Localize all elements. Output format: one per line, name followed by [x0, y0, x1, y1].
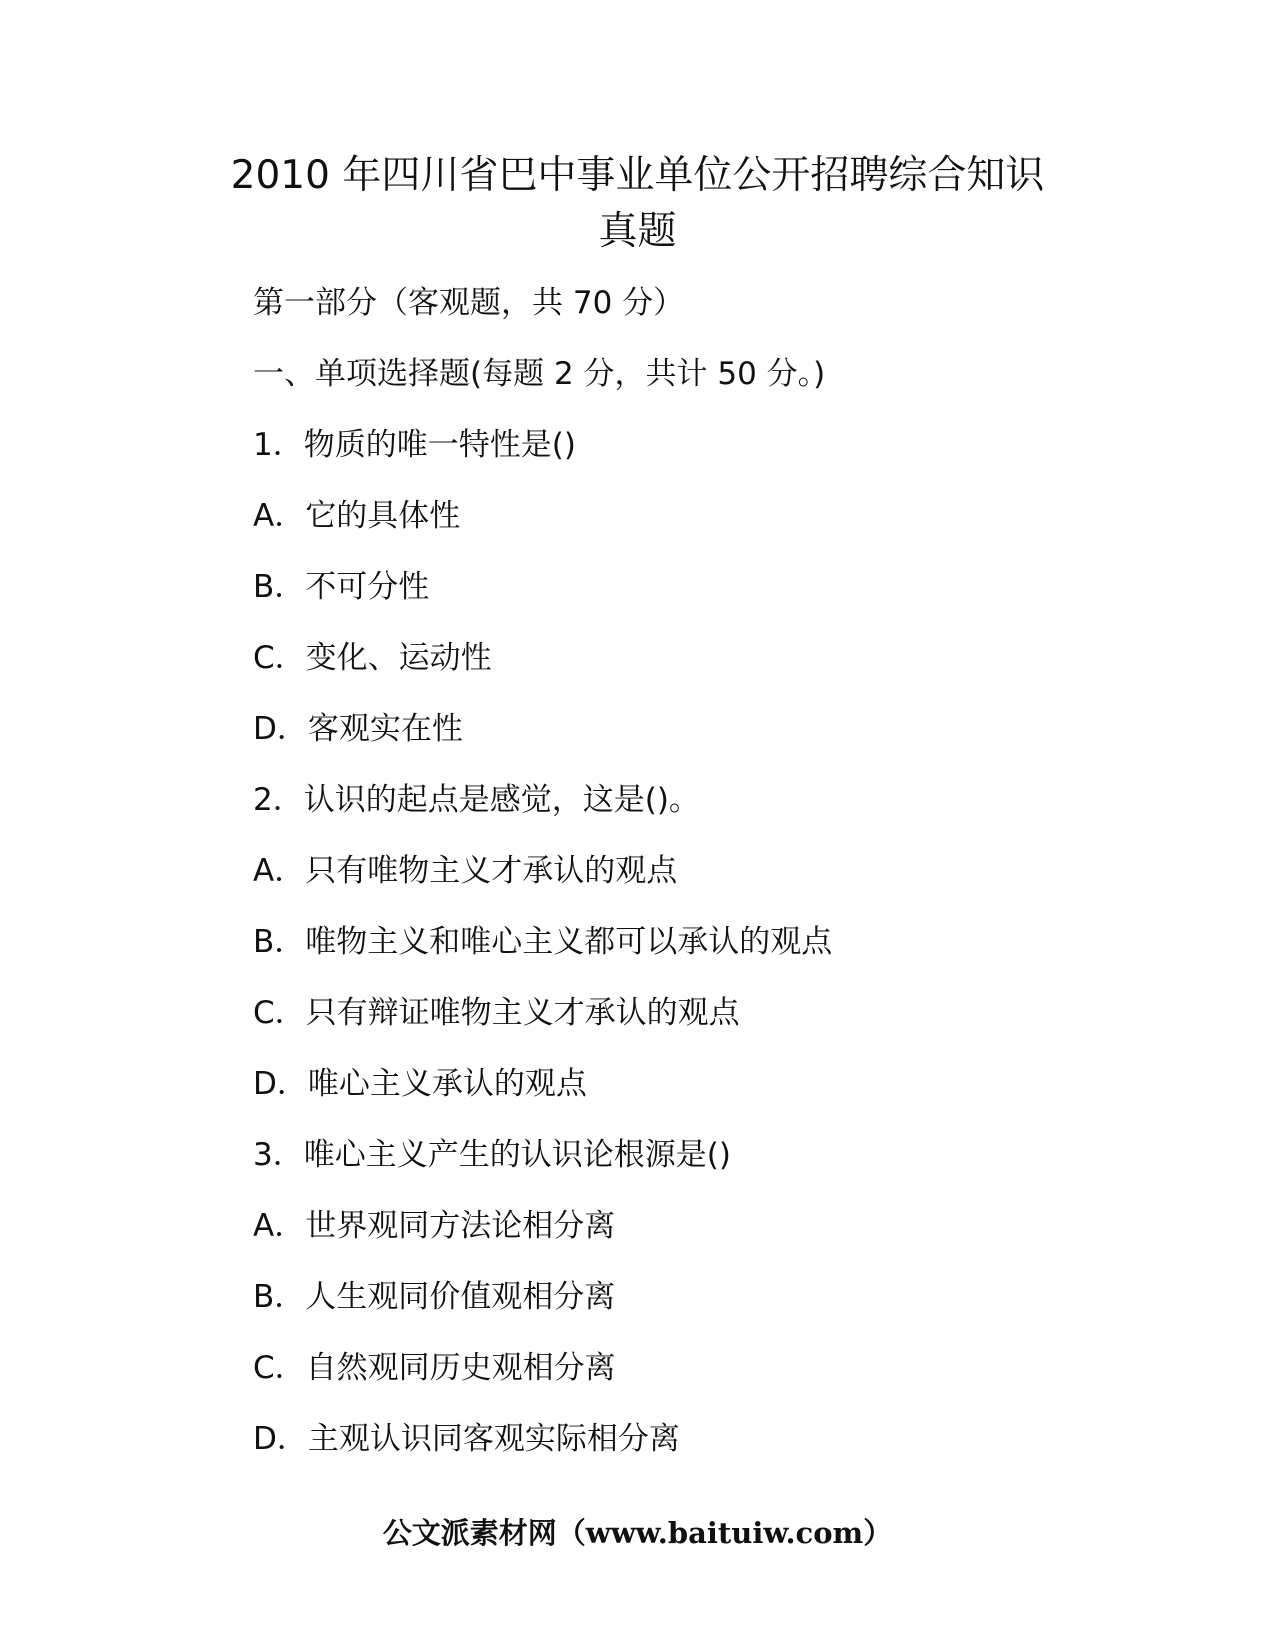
- question-1-option-b: B．不可分性: [253, 569, 430, 605]
- question-2-option-a: A．只有唯物主义才承认的观点: [253, 853, 678, 889]
- question-3: 3．唯心主义产生的认识论根源是(): [253, 1137, 731, 1173]
- question-1-option-d: D．客观实在性: [253, 711, 463, 747]
- title-line-1: 2010 年四川省巴中事业单位公开招聘综合知识: [230, 153, 1045, 198]
- question-3-option-b: B．人生观同价值观相分离: [253, 1279, 616, 1315]
- question-1-option-c: C．变化、运动性: [253, 640, 492, 676]
- document-title: [150, 148, 1125, 260]
- question-3-option-d: D．主观认识同客观实际相分离: [253, 1421, 680, 1457]
- document-body: [253, 281, 1153, 1488]
- footer-watermark: 公文派素材网（www.baituiw.com）: [382, 1516, 893, 1550]
- question-1-option-a: A．它的具体性: [253, 498, 461, 534]
- title-line-2: 真题: [598, 209, 677, 254]
- subsection-heading: 一、单项选择题(每题 2 分，共计 50 分。): [253, 356, 826, 392]
- question-3-option-c: C．自然观同历史观相分离: [253, 1350, 616, 1386]
- question-2: 2．认识的起点是感觉，这是()。: [253, 782, 700, 818]
- section-heading: 第一部分（客观题，共 70 分）: [253, 285, 685, 321]
- question-1: 1．物质的唯一特性是(): [253, 427, 576, 463]
- question-3-option-a: A．世界观同方法论相分离: [253, 1208, 616, 1244]
- question-2-option-c: C．只有辩证唯物主义才承认的观点: [253, 995, 740, 1031]
- question-2-option-d: D．唯心主义承认的观点: [253, 1066, 587, 1102]
- question-2-option-b: B．唯物主义和唯心主义都可以承认的观点: [253, 924, 833, 960]
